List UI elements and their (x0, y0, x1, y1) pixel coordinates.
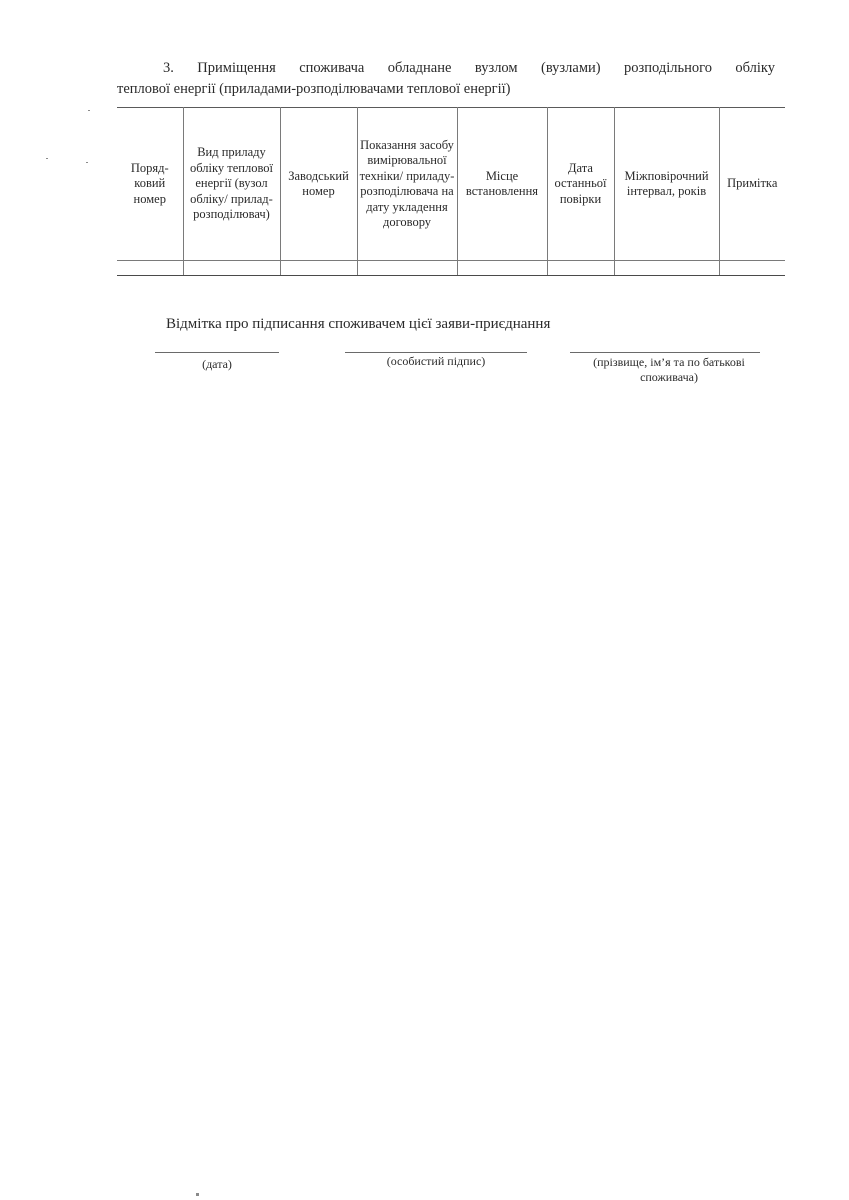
table-cell[interactable] (547, 261, 614, 276)
header-note: Примітка (719, 108, 785, 261)
header-device-type: Вид приладу обліку теплової енергії (вузол обліку/ прилад-розподілювач) (183, 108, 280, 261)
name-label: (прізвище, ім’я та по батькові споживача) (593, 355, 745, 384)
header-factory-number: Заводський номер (280, 108, 357, 261)
meters-table (117, 107, 785, 276)
section-3-heading-line2: теплової енергії (приладами-розподілювачами теплової енергії) (117, 81, 511, 97)
table-cell[interactable] (614, 261, 719, 276)
header-readings: Показання засобу вимірювальної техніки/ приладу-розподілювача на дату укладення договору (357, 108, 457, 261)
section-3-heading (117, 58, 775, 100)
section-3-heading-line1: 3. Приміщення споживача обладнане вузлом (вузлами) розподільного обліку (163, 60, 775, 76)
name-line[interactable] (570, 352, 760, 353)
table-cell[interactable] (357, 261, 457, 276)
date-label: (дата) (202, 357, 232, 371)
signature-caption: Відмітка про підписання споживачем цієї заяви-приєднання (166, 316, 551, 332)
date-line[interactable] (155, 352, 279, 353)
signature-line[interactable] (345, 352, 527, 353)
header-check-interval: Міжповірочний інтервал, років (614, 108, 719, 261)
header-location: Місце встановлення (457, 108, 547, 261)
table-header-row (117, 108, 785, 261)
signature-label: (особистий підпис) (386, 354, 486, 368)
header-serial-number: Поряд-ковий номер (117, 108, 183, 261)
table-cell[interactable] (117, 261, 183, 276)
speck-mark (46, 158, 48, 159)
table-cell[interactable] (183, 261, 280, 276)
speck-mark (196, 1193, 199, 1196)
table-row (117, 261, 785, 276)
table-cell[interactable] (719, 261, 785, 276)
speck-mark (86, 162, 88, 163)
table-cell[interactable] (280, 261, 357, 276)
table-cell[interactable] (457, 261, 547, 276)
speck-mark (88, 110, 90, 111)
header-last-check-date: Дата останньої повірки (547, 108, 614, 261)
